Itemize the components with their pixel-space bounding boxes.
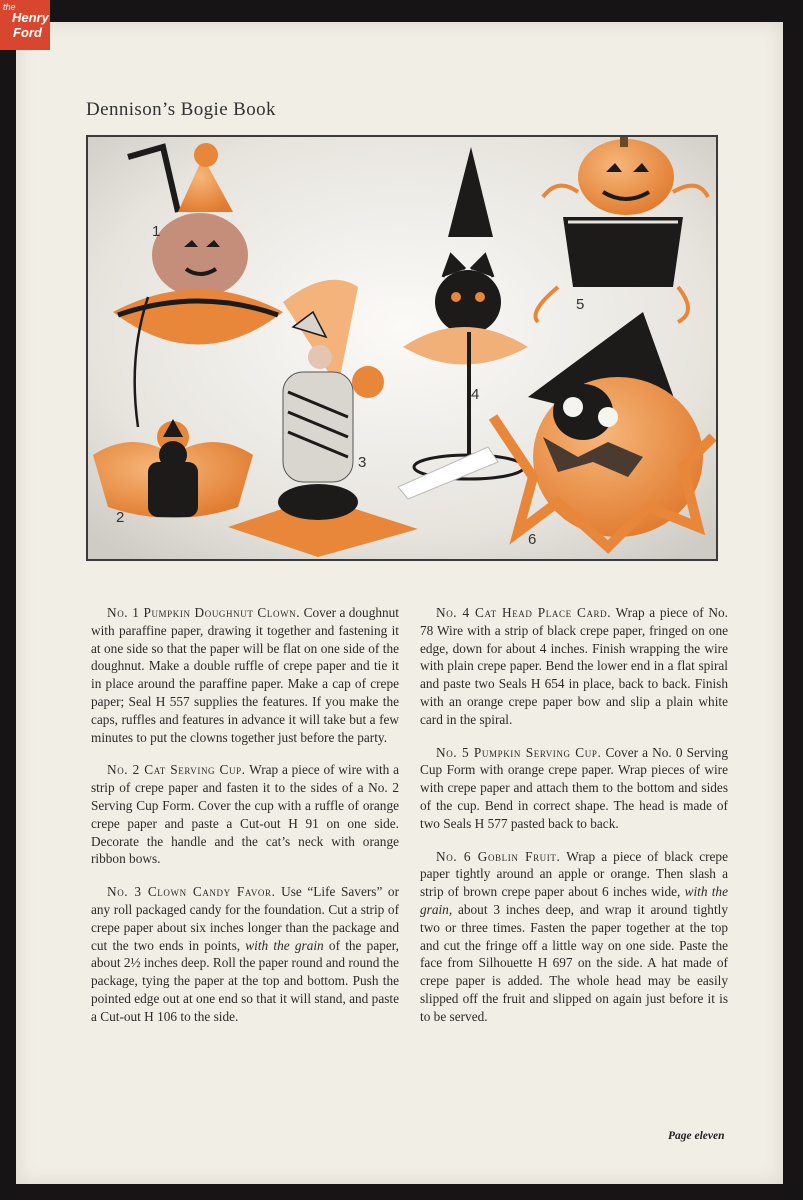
book-page xyxy=(16,22,783,1184)
item-label-5: 5 xyxy=(576,296,585,313)
logo-text-henry: Henry xyxy=(12,10,49,25)
item-label-4: 4 xyxy=(471,386,480,403)
article-5 xyxy=(420,744,728,833)
article-title: No. 5 Pumpkin Serving Cup. xyxy=(436,744,602,760)
article-4 xyxy=(420,604,728,729)
article-body: Wrap a piece of wire with a strip of crepe paper and fasten it to the sides of a No. 2 Serving Cup Form. Cover the cup with a ruffle of orange crepe paper and paste a Cut-out H 91 on one side. Decorate the handle and the cat’s neck with orange ribbon bows. xyxy=(91,762,400,867)
article-2 xyxy=(91,761,399,868)
item-label-1: 1 xyxy=(152,223,161,240)
article-title: No. 1 Pumpkin Doughnut Clown. xyxy=(107,605,301,620)
article-body: Wrap a piece of No. 78 Wire with a strip of black crepe paper, fringed on one edge, down for about 4 inches. Finish wrapping the wire with plain crepe paper. Bend the lower end in a flat spiral and paste two Seals H 654 in place, back to back. Finish with an orange crepe paper bow and slip a plain white card in the spiral. xyxy=(420,605,728,727)
article-1 xyxy=(91,604,399,746)
item-label-3: 3 xyxy=(358,454,367,471)
article-title: No. 2 Cat Serving Cup. xyxy=(107,762,246,778)
page-number: Page eleven xyxy=(668,1130,725,1142)
logo-text-ford: Ford xyxy=(13,25,42,40)
article-title: No. 6 Goblin Fruit. xyxy=(436,848,561,864)
left-text-column xyxy=(91,604,399,1041)
article-body: Cover a doughnut with paraffine paper, drawing it together and fastening it at one side so that the paper will be flat on one side of the doughnut. Make a double ruffle of crepe paper and tie it in place around the paraffine paper. Make a cap of crepe paper; Seal H 557 supplies the features. If you make the caps, ruffles and features in advance it will take but a few minutes to put the clowns together just before the party. xyxy=(91,605,399,745)
logo-text-the: the xyxy=(3,2,16,12)
article-body: Cover a No. 0 Serving Cup Form with orange crepe paper. Wrap pieces of wire with crepe paper and attach them to the bottom and sides of the cup. Bend in correct shape. The head is made of two Seals H 577 pasted back to back. xyxy=(420,744,728,831)
article-body-continued: about 3 inches deep, and wrap it around tightly two or three times. Fasten the paper together at the top and cut the fringe off a little way on one side. Paste the face from Silhouette H 697 on the side. A hat made of crepe paper is added. The whole head may be easily slipped off the fruit and slipped on again just before it is to be served. xyxy=(420,901,728,1024)
item-label-2: 2 xyxy=(116,509,125,526)
henry-ford-logo xyxy=(0,0,50,50)
article-6 xyxy=(420,848,728,1026)
article-body-continued: of the paper, about 2½ inches deep. Roll the paper round and round the package, tying the paper at the top and bottom. Push the pointed edge out at one end so that it will stand, and paste a Cut-out H 106 to the side. xyxy=(91,937,399,1024)
article-emphasis: with the grain, xyxy=(420,884,728,917)
article-emphasis: with the grain xyxy=(245,937,324,953)
article-body: Wrap a piece of black crepe paper tightly around an apple or orange. Then slash a strip of brown crepe paper about 6 inches wide, xyxy=(420,848,728,900)
right-text-column xyxy=(420,604,728,1041)
article-3 xyxy=(91,883,399,1025)
article-body: Use “Life Savers” or any roll packaged candy for the foundation. Cut a strip of crepe paper about six inches longer than the package and cut the two ends in points, xyxy=(91,884,399,953)
page-header: Dennison’s Bogie Book xyxy=(86,99,276,120)
illustration-drawing xyxy=(88,137,716,559)
article-title: No. 3 Clown Candy Favor. xyxy=(107,884,276,900)
item-label-6: 6 xyxy=(528,531,537,548)
article-title: No. 4 Cat Head Place Card. xyxy=(436,605,612,620)
halloween-favors-illustration xyxy=(86,135,718,561)
